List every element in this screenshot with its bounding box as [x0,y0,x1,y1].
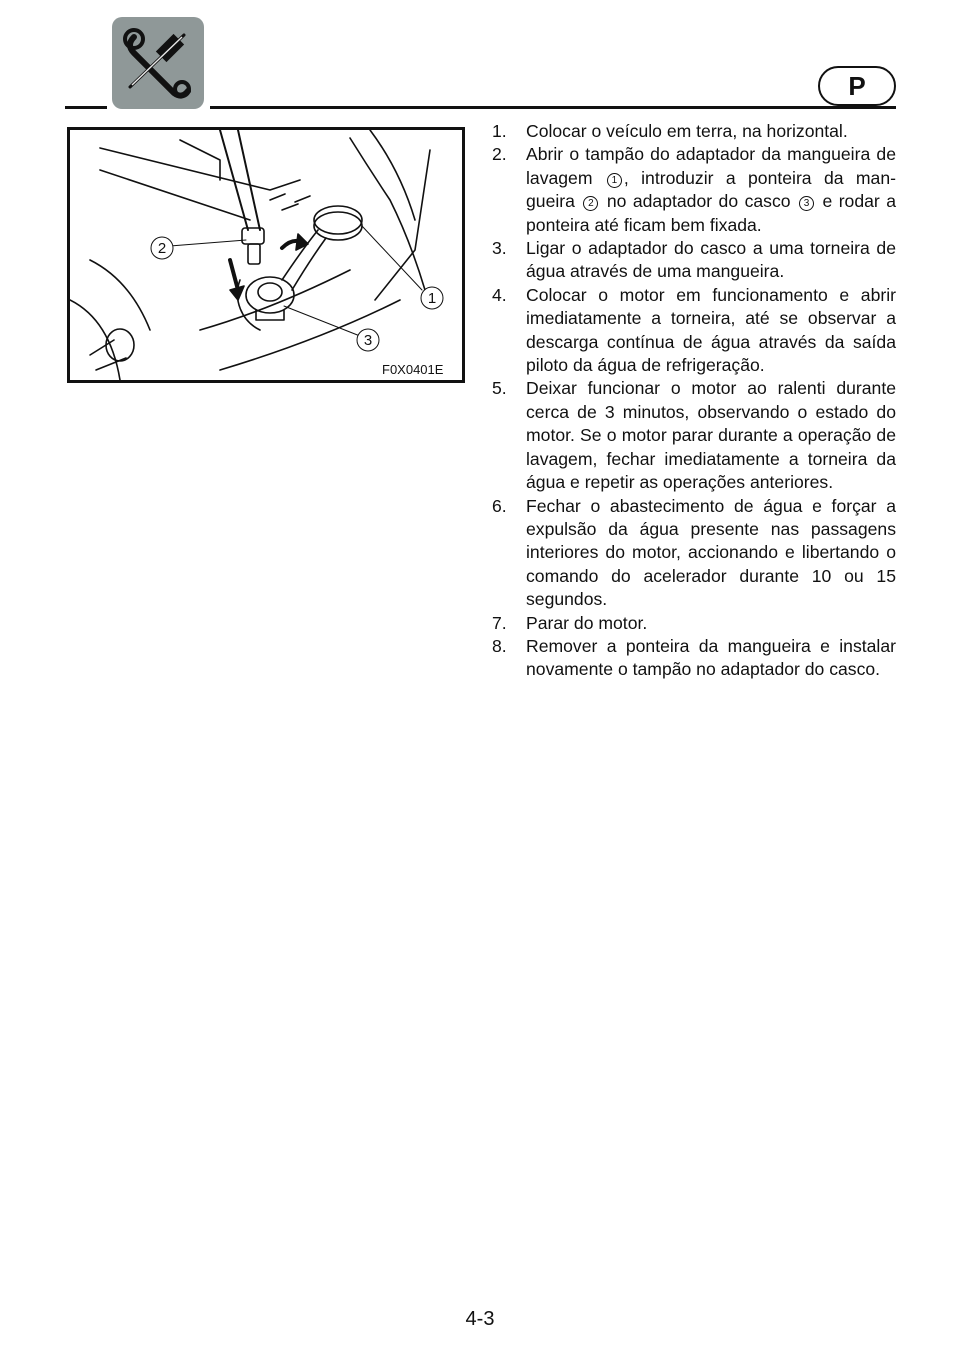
callout-3: 3 [363,332,373,349]
callout-reference: 1 [607,173,622,188]
procedure-step [492,143,896,237]
step-text [526,143,896,237]
step-text [526,495,896,612]
step-text [526,120,896,143]
language-badge: P [818,66,896,106]
step-number: 6. [492,495,507,516]
step-text-run: Colocar o veículo em terra, na horizontal. [526,121,848,141]
step-text [526,284,896,378]
procedure-step [492,377,896,494]
step-number: 4. [492,284,507,305]
section-icon-badge [112,17,204,109]
step-text-run: Abrir o tampão do adaptador da mangueira de lavagem [526,144,896,188]
step-text-run: no adaptador do casco [600,191,797,212]
callout-reference: 3 [799,196,814,211]
step-number: 8. [492,635,507,656]
step-text-run: Colocar o motor em funcionamento e abrir imediatamente a torneira, até se observar a descarga contínua de água através da saída piloto da água de refrigeração. [526,284,896,376]
callout-reference: 2 [583,196,598,211]
step-text-run: Deixar funcionar o motor ao ralenti durante cerca de 3 minutos, observando o estado do motor. Se o motor parar durante a operação de lavagem, fechar imediatamente a torneira da água e repetir as operações anteriores. [526,378,896,493]
callout-1: 1 [427,290,437,307]
step-text-run: e rodar a ponteira até ficam bem fixada. [526,191,897,235]
procedure-step [492,237,896,284]
step-number: 7. [492,612,507,633]
step-text-run: Remover a ponteira da mangueira e instalar novamente o tampão no adaptador do casco. [526,635,896,680]
step-text [526,237,896,284]
step-text [526,612,896,635]
tools-icon [112,17,204,109]
callout-2: 2 [157,240,167,257]
procedure-step [492,612,896,635]
header-rule-left [65,106,107,109]
hull-adapter-illustration [67,127,465,383]
step-text-run: , introduzir a ponteira da man-gueira [526,167,896,212]
procedure-step [492,635,896,682]
procedure-step [492,284,896,378]
page-number: 4-3 [465,1308,495,1330]
step-text [526,377,896,494]
step-number: 5. [492,378,507,399]
procedure-steps [492,120,896,682]
procedure-step [492,120,896,143]
step-number: 1. [492,121,507,141]
step-text-run: Ligar o adaptador do casco a uma torneira de água através de uma mangueira. [526,238,896,282]
step-text-run: Parar do motor. [526,612,648,633]
step-number: 3. [492,238,507,259]
header-rule-right [210,106,896,109]
figure-code: F0X0401E [382,362,444,377]
step-number: 2. [492,144,507,165]
step-text-run: Fechar o abastecimento de água e forçar a expulsão da água presente nas passagens interiores do motor, accionando e libertando o comando do acelerador durante 10 ou 15 segundos. [526,495,896,610]
flushing-adapter-drawing [70,130,462,380]
procedure-step [492,495,896,612]
step-text [526,635,896,682]
